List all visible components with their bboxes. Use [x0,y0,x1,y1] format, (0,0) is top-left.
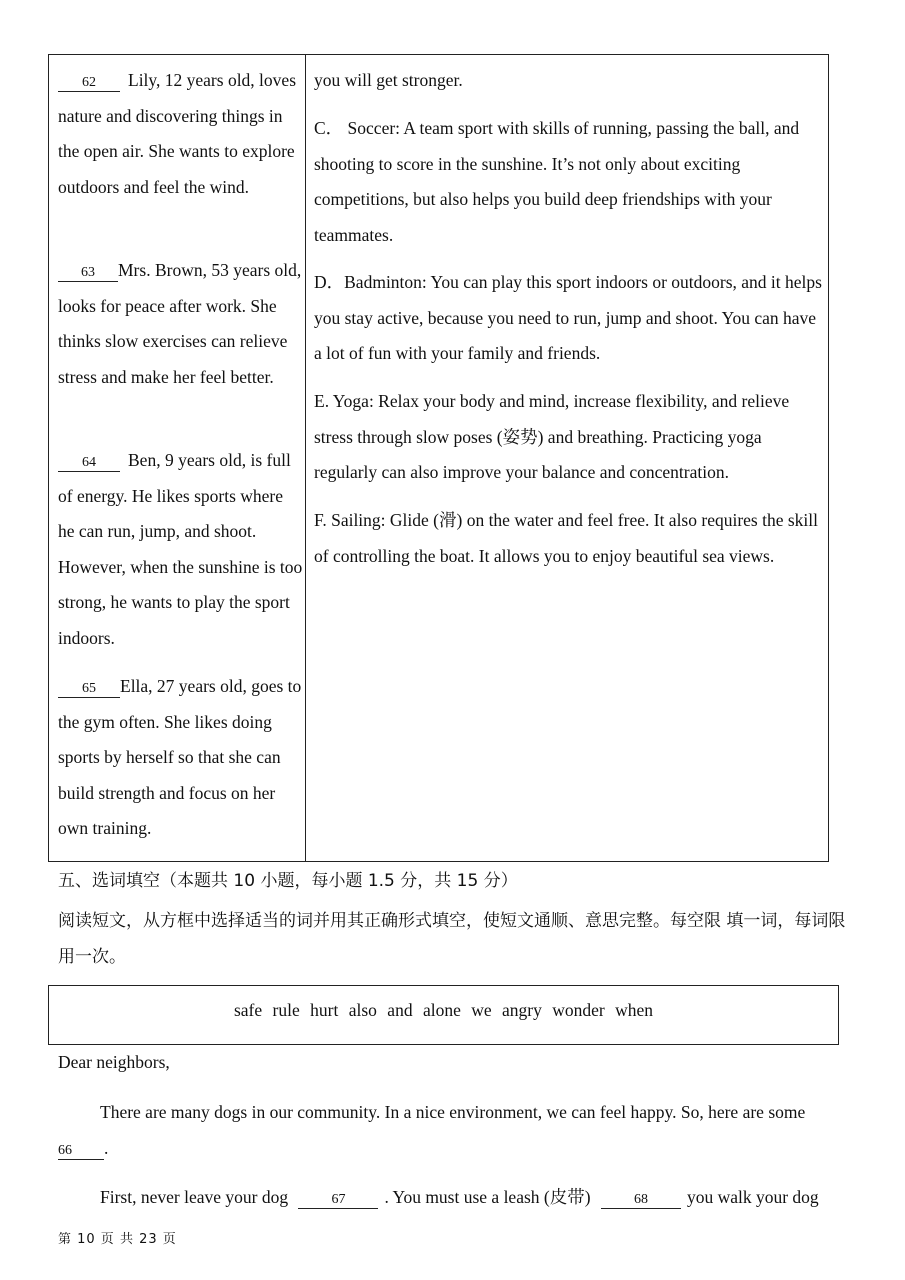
page-footer: 第 10 页 共 23 页 [58,1232,177,1247]
answer-blank-66[interactable]: 66 [58,1142,104,1160]
option-e-yoga: E. Yoga: Relax your body and mind, increase flexibility, and relieve stress through slow poses (姿势) and breathing. Practicing yoga regularly can also improve your balance and concentration. [314,391,790,483]
word-bank-item: when [615,1000,654,1020]
answer-blank-68[interactable]: 68 [601,1191,681,1209]
word-bank-item: hurt [310,1000,339,1020]
paragraph-text: First, never leave your dog [100,1187,289,1207]
option-continuation: you will get stronger. [314,70,463,90]
person-description: Mrs. Brown, 53 years old, looks for peace after work. She thinks slow exercises can relieve stress and make her feel better. [58,260,302,387]
option-f-sailing: F. Sailing: Glide (滑) on the water and feel free. It also requires the skill of controlling the boat. It allows you to enjoy beautiful sea views. [314,510,819,566]
word-bank-item: alone [422,1000,461,1020]
word-bank-item: angry [502,1000,542,1020]
answer-blank-63[interactable]: 63 [58,264,118,282]
answer-blank-65[interactable]: 65 [58,680,120,698]
answer-blank-67[interactable]: 67 [298,1191,378,1209]
word-bank-box [48,985,839,1045]
person-description: Lily, 12 years old, loves nature and discovering things in the open air. She wants to explore outdoors and feel the wind. [58,70,297,197]
options-column [306,55,828,861]
person-entry-63 [58,253,303,395]
section-instructions: 阅读短文，从方框中选择适当的词并用其正确形式填空，使短文通顺、意思完整。每空限 填一词，每词限用一次。 [58,911,846,967]
person-entry-65 [58,669,303,847]
paragraph-text: you walk your dog [686,1187,819,1207]
person-description: Ella, 27 years old, goes to the gym often. She likes doing sports by herself so that she can build strength and focus on her own training. [58,676,302,839]
letter-paragraph-2 [58,1179,848,1215]
matching-table [48,54,829,862]
word-bank-item: we [471,1000,492,1020]
paragraph-text: There are many dogs in our community. In a nice environment, we can feel happy. So, here are some [100,1102,806,1122]
answer-blank-64[interactable]: 64 [58,454,120,472]
paragraph-punctuation: . [104,1138,109,1158]
person-description: Ben, 9 years old, is full of energy. He likes sports where he can run, jump, and shoot. However, when the sunshine is too strong, he wants to play the sport indoors. [58,450,303,648]
word-bank-item: rule [272,1000,300,1020]
paragraph-text: . You must use a leash (皮带) [384,1187,591,1207]
letter-paragraph-1 [58,1094,848,1166]
letter-salutation: Dear neighbors, [58,1052,170,1072]
word-bank-item: and [387,1000,413,1020]
word-bank-item: safe [233,1000,263,1020]
option-c-soccer: C． Soccer: A team sport with skills of running, passing the ball, and shooting to score in the sunshine. It’s not only about exciting competitions, but also helps you build deep friendships with your teammates. [314,118,800,245]
word-bank-item: also [348,1000,377,1020]
section-title: 五、选词填空（本题共 10 小题，每小题 1.5 分，共 15 分） [58,871,518,891]
option-d-badminton: D．Badminton: You can play this sport indoors or outdoors, and it helps you stay active, because you need to run, jump and shoot. You can have a lot of fun with your family and friends. [314,272,822,364]
word-bank-item: wonder [552,1000,605,1020]
people-column [49,55,306,861]
person-entry-64 [58,443,303,657]
answer-blank-62[interactable]: 62 [58,74,120,92]
person-entry-62 [58,63,303,205]
